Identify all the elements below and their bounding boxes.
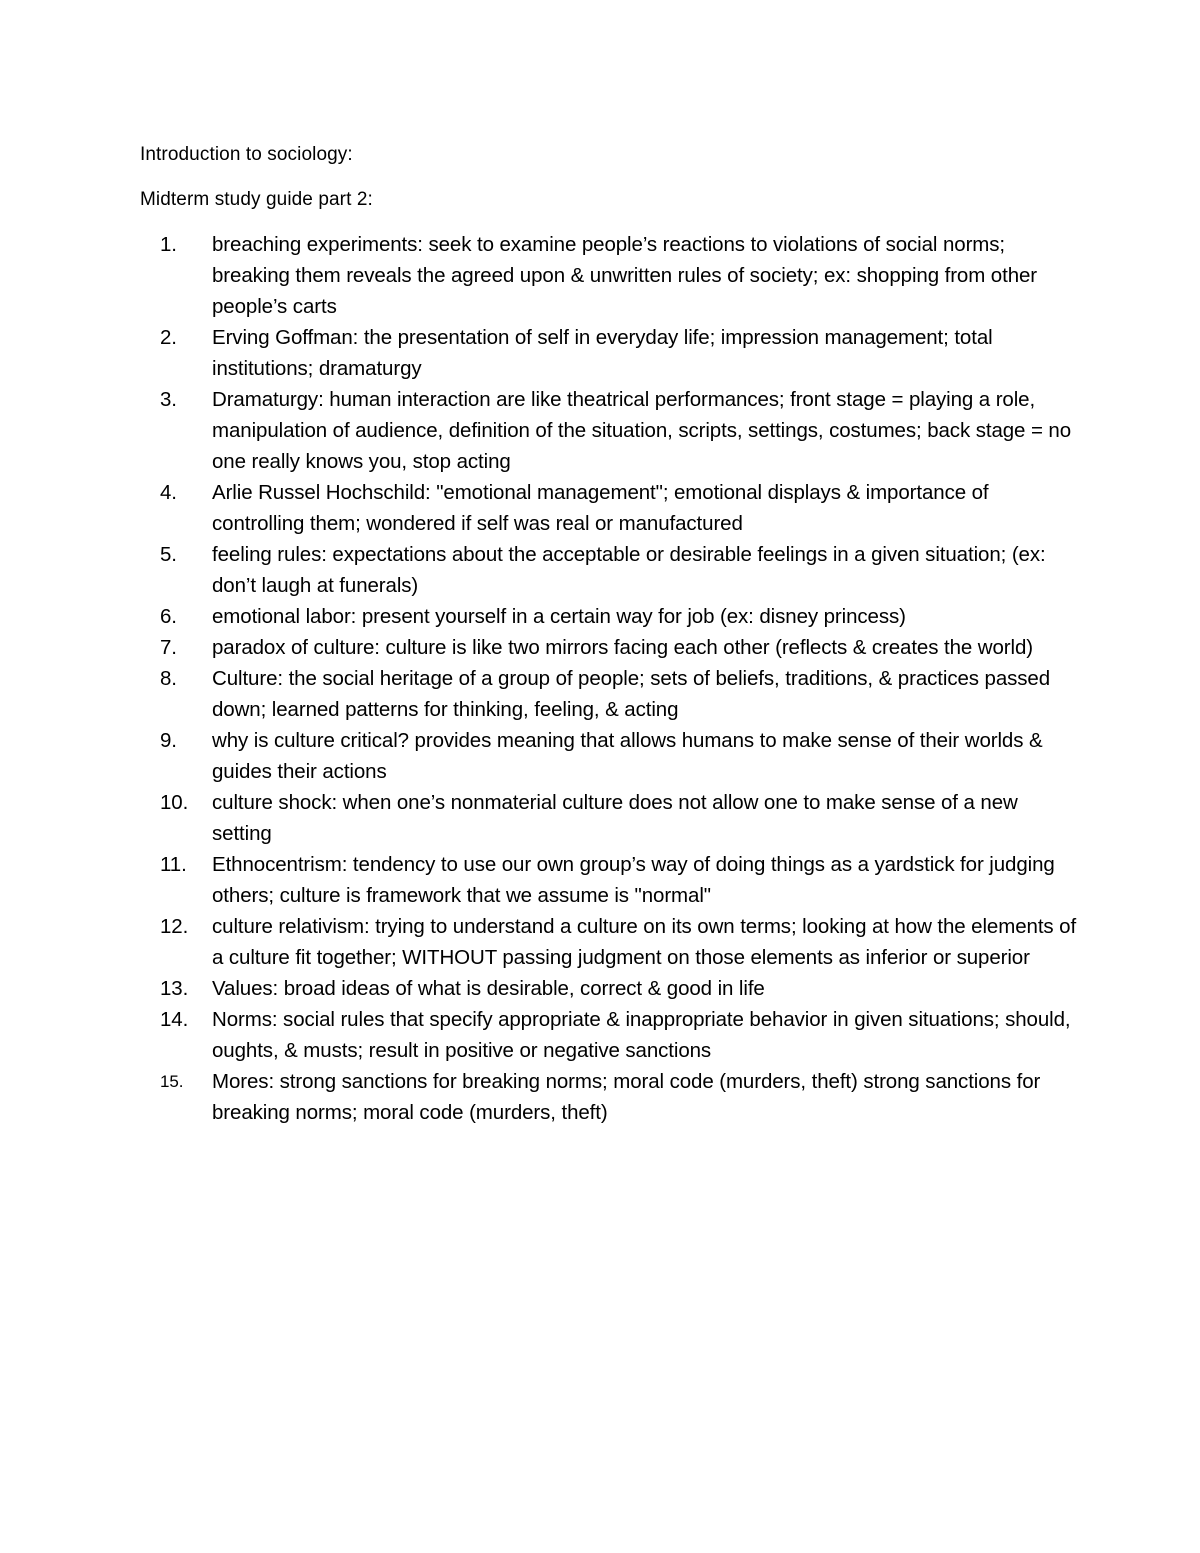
document-title: Introduction to sociology:: [140, 144, 353, 165]
list-item: [160, 632, 1080, 663]
list-item: [160, 849, 1080, 911]
item-number: 10.: [160, 791, 189, 814]
item-text: Erving Goffman: the presentation of self in everyday life; impression management; total institutions; dramaturgy: [212, 326, 993, 380]
item-text: emotional labor: present yourself in a certain way for job (ex: disney princess): [212, 605, 906, 628]
item-text: Norms: social rules that specify appropriate & inappropriate behavior in given situations; should, oughts, & musts; result in positive or negative sanctions: [212, 1008, 1071, 1062]
item-number: 3.: [160, 388, 177, 411]
item-number: 15.: [160, 1072, 184, 1091]
item-text: Ethnocentrism: tendency to use our own group’s way of doing things as a yardstick for judging others; culture is framework that we assume is "normal": [212, 853, 1055, 907]
list-item: [160, 477, 1080, 539]
item-text: Dramaturgy: human interaction are like theatrical performances; front stage = playing a role, manipulation of audience, definition of the situation, scripts, settings, costumes; back stage = no one really knows you, stop acting: [212, 388, 1072, 473]
item-number: 8.: [160, 667, 177, 690]
item-text: culture shock: when one’s nonmaterial culture does not allow one to make sense of a new setting: [212, 791, 1018, 845]
item-text: Values: broad ideas of what is desirable, correct & good in life: [212, 977, 765, 1000]
item-number: 9.: [160, 729, 177, 752]
item-number: 5.: [160, 543, 177, 566]
item-text: breaching experiments: seek to examine people’s reactions to violations of social norms; breaking them reveals the agreed upon & unwritten rules of society; ex: shopping from other people’s carts: [212, 233, 1038, 318]
item-number: 12.: [160, 915, 189, 938]
item-text: feeling rules: expectations about the acceptable or desirable feelings in a given situation; (ex: don’t laugh at funerals): [212, 543, 1046, 597]
list-item: [160, 1066, 1080, 1128]
list-item: [160, 663, 1080, 725]
list-item: [160, 322, 1080, 384]
item-text: Arlie Russel Hochschild: "emotional management"; emotional displays & importance of controlling them; wondered if self was real or manufactured: [212, 481, 989, 535]
item-text: Culture: the social heritage of a group of people; sets of beliefs, traditions, & practices passed down; learned patterns for thinking, feeling, & acting: [212, 667, 1051, 721]
item-number: 2.: [160, 326, 177, 349]
list-item: [160, 229, 1080, 322]
study-guide-list: [160, 229, 1080, 1128]
item-text: paradox of culture: culture is like two mirrors facing each other (reflects & creates the world): [212, 636, 1033, 659]
item-number: 7.: [160, 636, 177, 659]
list-item: [160, 911, 1080, 973]
item-number: 11.: [160, 853, 187, 876]
item-number: 1.: [160, 233, 177, 256]
item-number: 4.: [160, 481, 177, 504]
list-item: [160, 384, 1080, 477]
item-number: 13.: [160, 977, 189, 1000]
item-text: culture relativism: trying to understand a culture on its own terms; looking at how the elements of a culture fit together; WITHOUT passing judgment on those elements as inferior or superior: [212, 915, 1077, 969]
list-item: [160, 1004, 1080, 1066]
document-subtitle: Midterm study guide part 2:: [140, 189, 373, 210]
item-number: 6.: [160, 605, 177, 628]
item-text: Mores: strong sanctions for breaking norms; moral code (murders, theft) strong sanctions for breaking norms; moral code (murders, theft): [212, 1070, 1041, 1124]
list-item: [160, 539, 1080, 601]
item-number: 14.: [160, 1008, 189, 1031]
list-item: [160, 725, 1080, 787]
list-item: [160, 601, 1080, 632]
list-item: [160, 787, 1080, 849]
list-item: [160, 973, 1080, 1004]
item-text: why is culture critical? provides meaning that allows humans to make sense of their worlds & guides their actions: [212, 729, 1043, 783]
